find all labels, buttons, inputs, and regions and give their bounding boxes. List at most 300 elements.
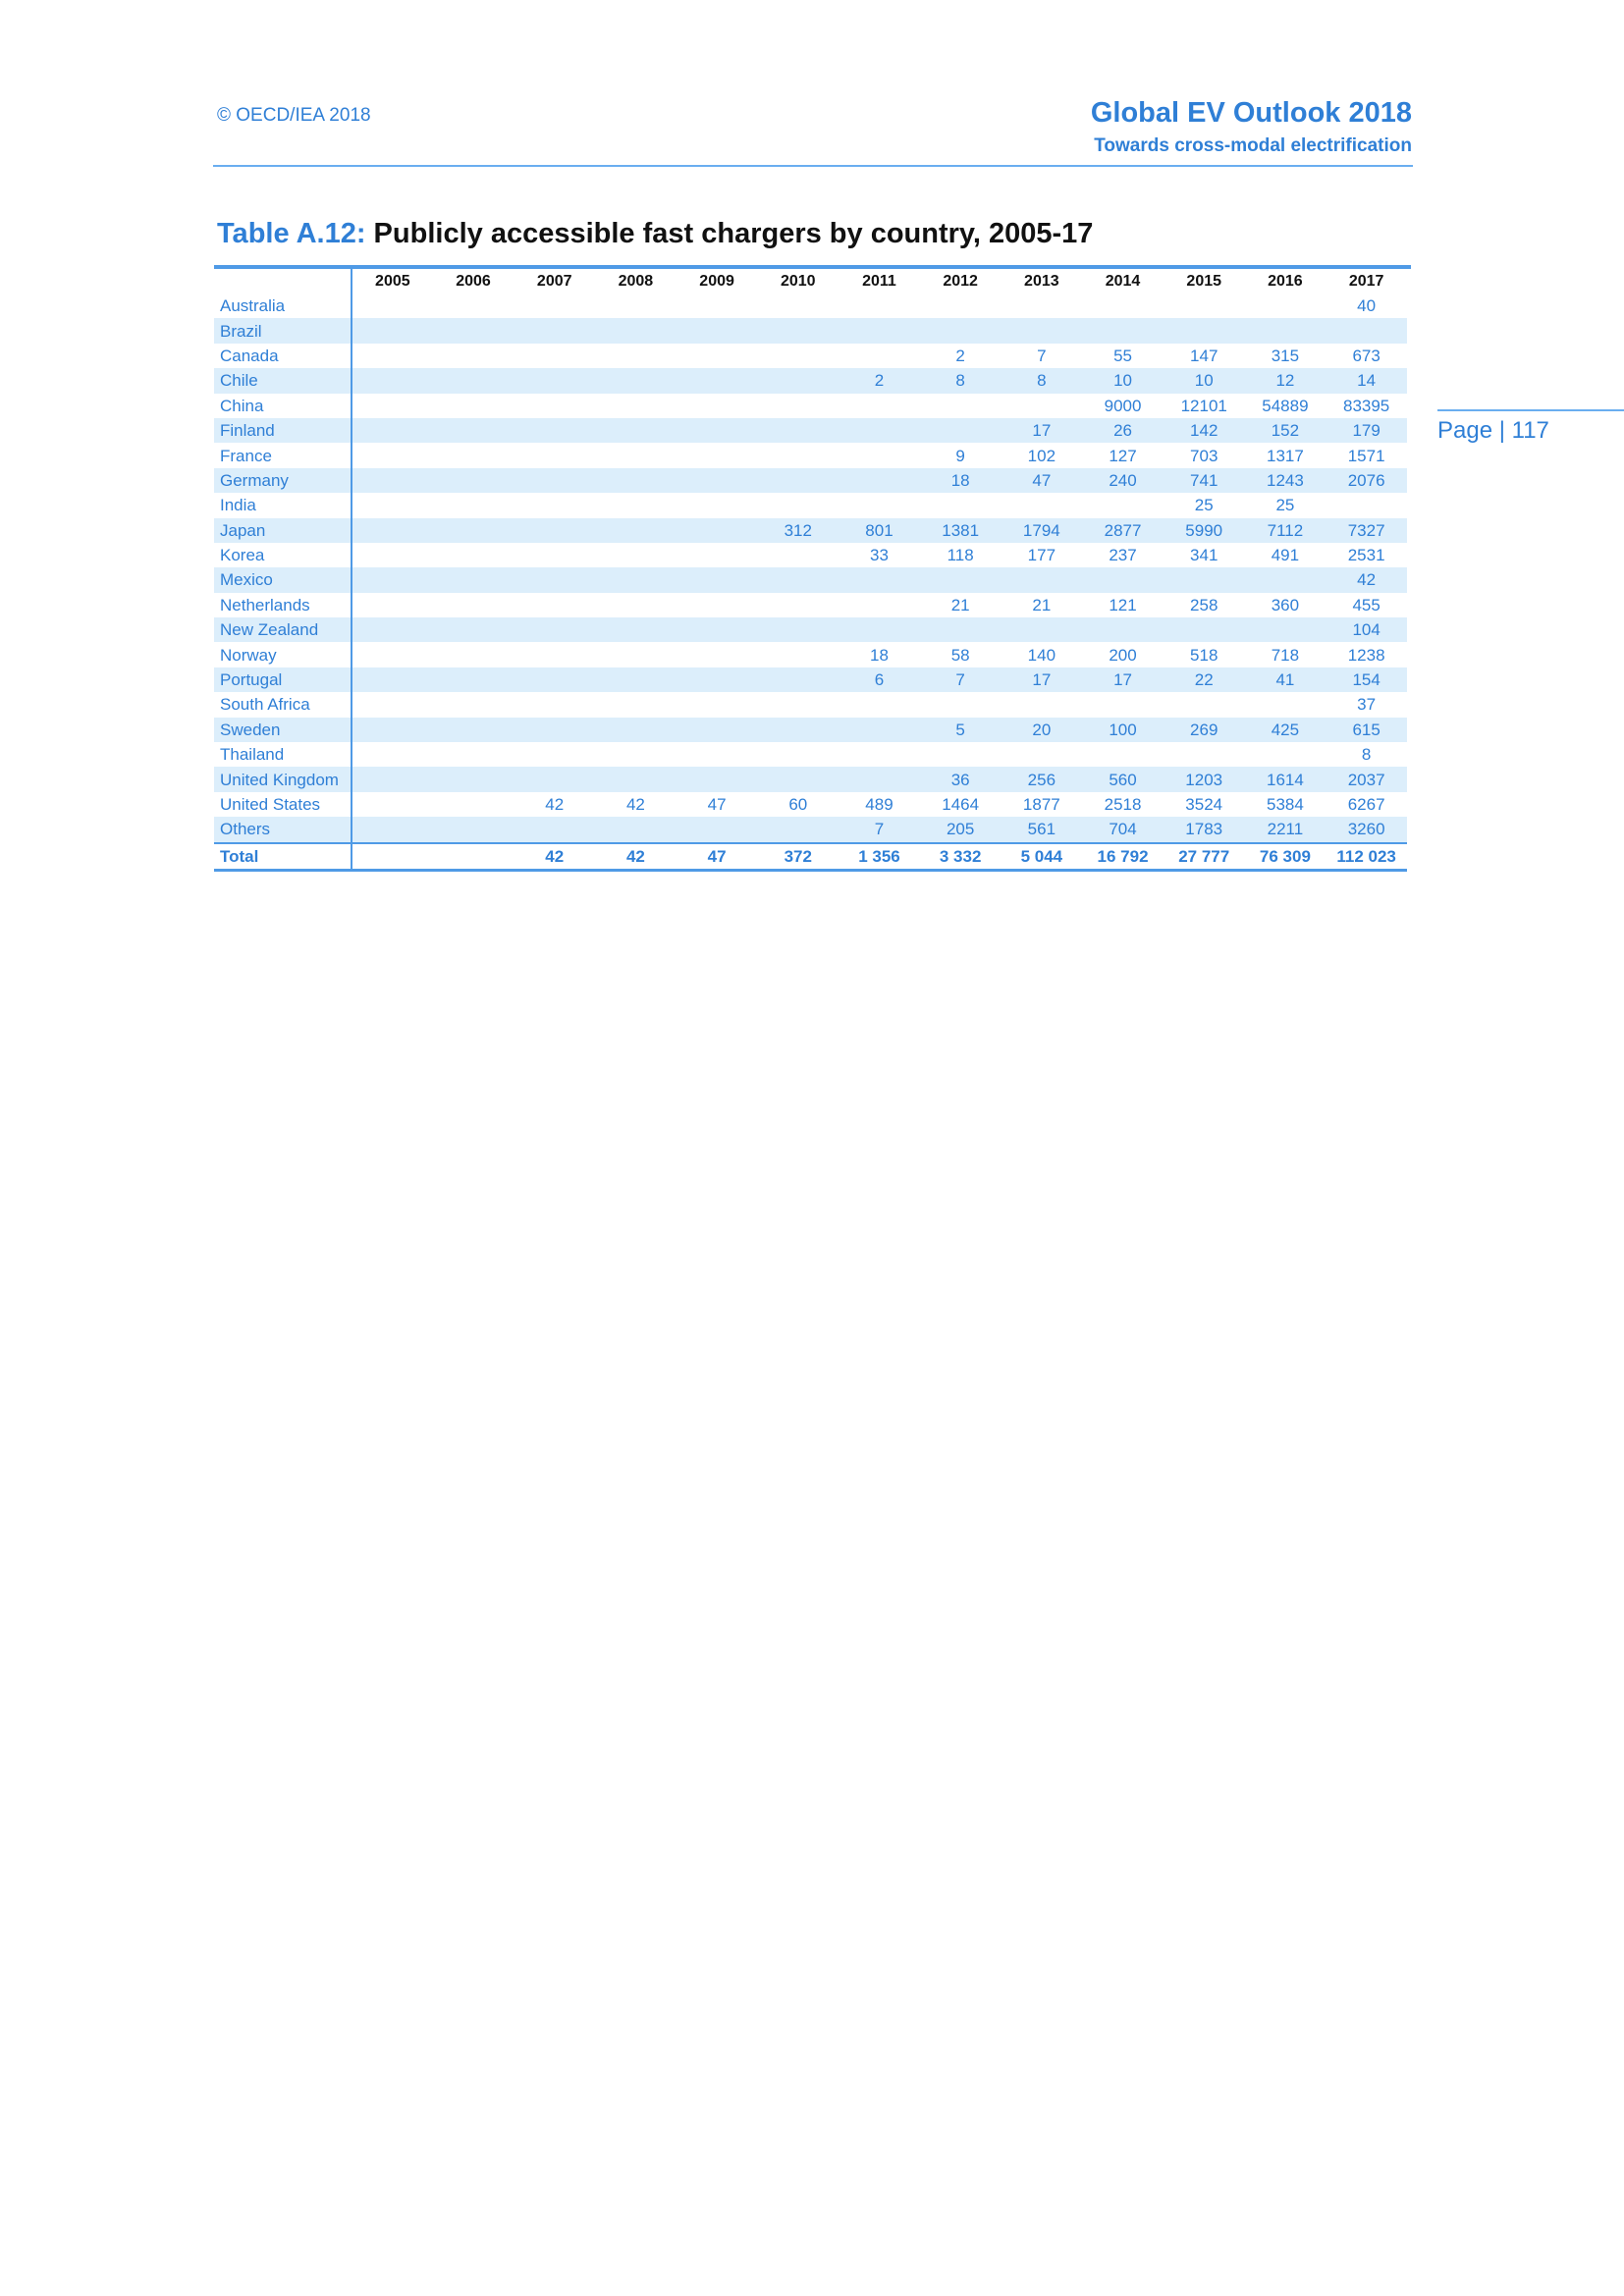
charger-count-cell (595, 667, 677, 692)
charger-count-cell (839, 344, 920, 368)
charger-count-cell (677, 394, 758, 418)
total-value-cell (352, 843, 433, 871)
charger-count-cell (677, 493, 758, 517)
charger-count-cell (839, 617, 920, 642)
table-row (214, 493, 1407, 517)
charger-count-cell (514, 742, 595, 767)
charger-count-cell (1164, 318, 1245, 343)
total-value-cell: 372 (757, 843, 839, 871)
charger-count-cell (595, 617, 677, 642)
charger-count-cell (514, 294, 595, 318)
page-number-divider (1437, 409, 1624, 411)
charger-count-cell: 1464 (942, 795, 980, 814)
charger-count-cell (677, 667, 758, 692)
charger-count-cell (433, 394, 514, 418)
charger-count-cell: 54889 (1262, 396, 1309, 415)
copyright-notice: © OECD/IEA 2018 (217, 105, 371, 126)
charger-count-cell (514, 667, 595, 692)
charger-count-cell: 2076 (1326, 468, 1407, 493)
charger-count-cell (1164, 692, 1245, 717)
charger-count-cell (1001, 493, 1083, 517)
charger-count-cell (595, 418, 677, 443)
charger-count-cell: 9 (955, 446, 965, 465)
charger-count-cell (433, 692, 514, 717)
year-header: 2010 (780, 273, 816, 290)
charger-count-cell (433, 567, 514, 592)
charger-count-cell: 518 (1190, 645, 1218, 665)
charger-count-cell (839, 742, 920, 767)
charger-count-cell (595, 518, 677, 543)
charger-count-cell: 36 (920, 767, 1001, 791)
table-row (214, 667, 1407, 692)
charger-count-cell (757, 718, 839, 742)
charger-count-cell (1082, 318, 1164, 343)
charger-count-cell (433, 318, 514, 343)
charger-count-cell (433, 742, 514, 767)
charger-count-cell: 2531 (1347, 546, 1385, 565)
charger-count-cell (352, 468, 433, 493)
charger-count-cell (433, 344, 514, 368)
charger-count-cell (1082, 742, 1164, 767)
charger-count-cell (1001, 394, 1083, 418)
charger-count-cell (1164, 567, 1245, 592)
charger-count-cell (433, 667, 514, 692)
charger-count-cell: 22 (1164, 667, 1245, 692)
table-row (214, 593, 1407, 617)
charger-count-cell (677, 318, 758, 343)
charger-count-cell: 33 (870, 546, 889, 565)
charger-count-cell (839, 294, 920, 318)
charger-count-cell (1001, 294, 1083, 318)
charger-count-cell (352, 667, 433, 692)
country-name: Mexico (214, 567, 352, 592)
charger-count-cell (352, 443, 433, 467)
country-name: Netherlands (214, 593, 352, 617)
total-value-cell: 42 (595, 843, 677, 871)
charger-count-cell (433, 617, 514, 642)
charger-count-cell: 152 (1245, 418, 1326, 443)
charger-count-cell (352, 817, 433, 842)
charger-count-cell: 42 (625, 795, 645, 814)
country-name: Germany (214, 468, 352, 493)
charger-count-cell (352, 318, 433, 343)
year-header: 2011 (862, 273, 896, 290)
charger-count-cell (1245, 294, 1326, 318)
charger-count-cell: 8 (1001, 368, 1083, 393)
charger-count-cell: 200 (1109, 645, 1137, 665)
charger-count-cell: 8 (920, 368, 1001, 393)
charger-count-cell: 42 (1326, 567, 1407, 592)
year-header: 2008 (618, 273, 654, 290)
charger-count-cell: 83395 (1342, 396, 1390, 415)
charger-count-cell (1164, 742, 1245, 767)
charger-count-cell (352, 344, 433, 368)
charger-count-cell (1245, 318, 1326, 343)
charger-count-cell (757, 692, 839, 717)
total-value-cell: 42 (514, 843, 595, 871)
charger-count-cell: 2877 (1082, 518, 1164, 543)
charger-count-cell (433, 294, 514, 318)
charger-count-cell (352, 692, 433, 717)
charger-count-cell: 5384 (1266, 795, 1304, 814)
charger-count-cell: 12 (1245, 368, 1326, 393)
charger-count-cell (595, 642, 677, 667)
country-name: United Kingdom (214, 767, 352, 791)
charger-count-cell (839, 443, 920, 467)
charger-count-cell: 127 (1109, 446, 1137, 465)
charger-count-cell (595, 817, 677, 842)
charger-count-cell: 47 (707, 795, 727, 814)
charger-count-cell (920, 692, 1001, 717)
table-row (214, 418, 1407, 443)
country-name: Portugal (214, 667, 352, 692)
country-name: China (214, 394, 352, 418)
total-value-cell: 16 792 (1082, 843, 1164, 871)
country-name: Thailand (214, 742, 352, 767)
year-header: 2016 (1268, 273, 1303, 290)
table-row (214, 817, 1407, 842)
charger-count-cell (433, 493, 514, 517)
charger-count-cell (757, 617, 839, 642)
charger-count-cell: 718 (1271, 645, 1300, 665)
charger-count-cell: 17 (1001, 418, 1083, 443)
charger-count-cell: 102 (1027, 446, 1056, 465)
charger-count-cell: 8 (1361, 745, 1372, 765)
charger-count-cell (595, 368, 677, 393)
charger-count-cell: 177 (1027, 546, 1056, 565)
charger-count-cell: 240 (1082, 468, 1164, 493)
charger-count-cell (677, 767, 758, 791)
charger-count-cell: 12101 (1180, 396, 1227, 415)
total-value-cell (433, 843, 514, 871)
charger-count-cell: 2037 (1326, 767, 1407, 791)
charger-count-cell: 1381 (920, 518, 1001, 543)
charger-count-cell (677, 344, 758, 368)
charger-count-cell (757, 817, 839, 842)
charger-count-cell: 269 (1164, 718, 1245, 742)
charger-count-cell: 7 (839, 817, 920, 842)
charger-count-cell: 7 (920, 667, 1001, 692)
charger-count-cell (757, 344, 839, 368)
country-name: Brazil (214, 318, 352, 343)
charger-count-cell (757, 567, 839, 592)
total-value-cell: 5 044 (1001, 843, 1083, 871)
charger-count-cell (514, 344, 595, 368)
charger-count-cell (433, 718, 514, 742)
total-value-cell: 76 309 (1245, 843, 1326, 871)
charger-count-cell: 560 (1082, 767, 1164, 791)
charger-count-cell: 801 (839, 518, 920, 543)
charger-count-cell (1245, 692, 1326, 717)
charger-count-cell (433, 443, 514, 467)
charger-count-cell (757, 742, 839, 767)
charger-count-cell: 2 (955, 346, 965, 365)
charger-count-cell (595, 718, 677, 742)
charger-count-cell (514, 394, 595, 418)
charger-count-cell (352, 518, 433, 543)
charger-count-cell (1001, 318, 1083, 343)
charger-count-cell (839, 468, 920, 493)
charger-count-cell: 104 (1326, 617, 1407, 642)
charger-count-cell (595, 294, 677, 318)
total-value-cell: 112 023 (1326, 843, 1407, 871)
charger-count-cell (514, 443, 595, 467)
charger-count-cell (677, 593, 758, 617)
charger-count-cell (677, 617, 758, 642)
header-corner (214, 269, 352, 294)
charger-count-cell: 118 (947, 546, 974, 565)
charger-count-cell (757, 493, 839, 517)
charger-count-cell: 1877 (1022, 795, 1060, 814)
charger-count-cell: 142 (1164, 418, 1245, 443)
country-name: Chile (214, 368, 352, 393)
charger-count-cell (1001, 692, 1083, 717)
charger-count-cell (514, 368, 595, 393)
charger-count-cell (839, 593, 920, 617)
charger-count-cell (677, 692, 758, 717)
charger-count-cell (1082, 493, 1164, 517)
charger-count-cell: 5 (920, 718, 1001, 742)
charger-count-cell (920, 742, 1001, 767)
table-row (214, 642, 1407, 667)
charger-count-cell: 673 (1352, 346, 1380, 365)
table-row (214, 368, 1407, 393)
charger-count-cell: 1243 (1245, 468, 1326, 493)
country-name: Korea (214, 543, 352, 567)
charger-count-cell (433, 817, 514, 842)
charger-count-cell (757, 667, 839, 692)
charger-count-cell (677, 742, 758, 767)
total-value-cell: 47 (677, 843, 758, 871)
charger-count-cell: 7 (1037, 346, 1047, 365)
charger-count-cell (1082, 617, 1164, 642)
charger-count-cell: 6 (839, 667, 920, 692)
charger-count-cell (514, 567, 595, 592)
country-name: Sweden (214, 718, 352, 742)
charger-count-cell: 10 (1082, 368, 1164, 393)
charger-count-cell (1245, 617, 1326, 642)
charger-count-cell (595, 767, 677, 791)
charger-count-cell (677, 718, 758, 742)
charger-count-cell: 37 (1357, 695, 1377, 715)
charger-count-cell (595, 394, 677, 418)
charger-count-cell (677, 368, 758, 393)
charger-count-cell (352, 543, 433, 567)
charger-count-cell: 341 (1190, 546, 1218, 565)
charger-count-cell (839, 692, 920, 717)
table-row (214, 767, 1407, 791)
country-name: South Africa (214, 692, 352, 717)
charger-count-cell (1245, 742, 1326, 767)
table-row (214, 518, 1407, 543)
charger-count-cell (757, 543, 839, 567)
charger-count-cell: 561 (1001, 817, 1083, 842)
year-header: 2009 (699, 273, 734, 290)
charger-count-cell: 18 (870, 645, 889, 665)
table-row (214, 344, 1407, 368)
charger-count-cell (433, 468, 514, 493)
charger-count-cell: 455 (1352, 595, 1380, 614)
charger-count-cell: 312 (757, 518, 839, 543)
charger-count-cell: 1614 (1245, 767, 1326, 791)
total-row (214, 843, 1407, 871)
charger-count-cell: 237 (1109, 546, 1137, 565)
charger-count-cell (1326, 318, 1407, 343)
charger-count-cell (433, 792, 514, 817)
charger-count-cell: 1238 (1347, 645, 1385, 665)
charger-count-cell (514, 468, 595, 493)
charger-count-cell: 55 (1113, 346, 1132, 365)
charger-count-cell: 1203 (1164, 767, 1245, 791)
charger-count-cell: 3260 (1326, 817, 1407, 842)
charger-count-cell: 20 (1001, 718, 1083, 742)
charger-count-cell (595, 567, 677, 592)
charger-count-cell (839, 493, 920, 517)
charger-count-cell (920, 318, 1001, 343)
charger-count-cell (920, 617, 1001, 642)
charger-count-cell (920, 493, 1001, 517)
charger-count-cell (514, 692, 595, 717)
charger-count-cell: 5990 (1164, 518, 1245, 543)
charger-count-cell: 21 (950, 595, 970, 614)
charger-count-cell (757, 642, 839, 667)
table-row (214, 792, 1407, 817)
charger-count-cell (757, 468, 839, 493)
total-value-cell: 3 332 (920, 843, 1001, 871)
country-name: New Zealand (214, 617, 352, 642)
charger-count-cell (839, 718, 920, 742)
charger-count-cell (352, 593, 433, 617)
table-row (214, 567, 1407, 592)
charger-count-cell (757, 767, 839, 791)
table-row (214, 742, 1407, 767)
charger-count-cell (1001, 617, 1083, 642)
charger-count-cell (352, 368, 433, 393)
table-row (214, 543, 1407, 567)
charger-count-cell (839, 318, 920, 343)
charger-count-cell (677, 543, 758, 567)
table-row (214, 394, 1407, 418)
charger-count-cell (839, 418, 920, 443)
country-name: India (214, 493, 352, 517)
charger-count-cell (433, 593, 514, 617)
charger-count-cell (595, 593, 677, 617)
charger-count-cell (595, 443, 677, 467)
charger-count-cell (352, 418, 433, 443)
charger-count-cell: 491 (1271, 546, 1300, 565)
country-name: Finland (214, 418, 352, 443)
country-name: France (214, 443, 352, 467)
charger-count-cell (433, 368, 514, 393)
charger-count-cell (514, 493, 595, 517)
charger-count-cell (595, 468, 677, 493)
charger-count-cell (514, 817, 595, 842)
charger-count-cell (433, 642, 514, 667)
charger-count-cell (514, 593, 595, 617)
charger-count-cell (839, 567, 920, 592)
charger-count-cell (677, 468, 758, 493)
charger-count-cell (352, 294, 433, 318)
charger-count-cell (1326, 493, 1407, 517)
charger-count-cell (352, 567, 433, 592)
charger-count-cell: 121 (1109, 595, 1137, 614)
table-title (217, 218, 1093, 250)
charger-count-cell (514, 318, 595, 343)
charger-count-cell: 2 (839, 368, 920, 393)
charger-count-cell: 489 (865, 795, 893, 814)
charger-count-cell (352, 742, 433, 767)
table-number: Table A.12: (217, 218, 366, 249)
page-number: Page | 117 (1437, 417, 1549, 444)
charger-count-cell (1001, 567, 1083, 592)
charger-count-cell: 60 (788, 795, 808, 814)
charger-count-cell: 47 (1001, 468, 1083, 493)
year-header: 2017 (1348, 273, 1384, 290)
charger-count-cell: 256 (1001, 767, 1083, 791)
table-caption: Publicly accessible fast chargers by country, 2005-17 (365, 218, 1094, 249)
charger-count-cell (514, 718, 595, 742)
charger-count-cell (514, 418, 595, 443)
charger-count-cell: 140 (1027, 645, 1056, 665)
year-header: 2007 (536, 273, 572, 290)
charger-count-cell (1082, 294, 1164, 318)
charger-count-cell: 7112 (1245, 518, 1326, 543)
year-header: 2015 (1186, 273, 1222, 290)
year-header: 2006 (456, 273, 491, 290)
country-name: Norway (214, 642, 352, 667)
charger-count-cell (677, 567, 758, 592)
charger-count-cell: 40 (1357, 296, 1377, 316)
country-name: Australia (214, 294, 352, 318)
charger-count-cell (352, 642, 433, 667)
total-label: Total (214, 843, 352, 871)
year-header: 2014 (1105, 273, 1141, 290)
charger-count-cell (920, 394, 1001, 418)
year-header: 2013 (1024, 273, 1059, 290)
charger-count-cell: 100 (1082, 718, 1164, 742)
charger-count-cell: 58 (950, 645, 970, 665)
report-subtitle: Towards cross-modal electrification (1094, 135, 1412, 156)
charger-count-cell: 2518 (1104, 795, 1142, 814)
charger-count-cell (595, 692, 677, 717)
country-name: United States (214, 792, 352, 817)
charger-count-cell: 3524 (1185, 795, 1223, 814)
charger-count-cell: 1783 (1164, 817, 1245, 842)
charger-count-cell (757, 294, 839, 318)
table-row (214, 294, 1407, 318)
charger-count-cell: 1794 (1001, 518, 1083, 543)
charger-count-cell (1164, 294, 1245, 318)
table-row (214, 468, 1407, 493)
charger-count-cell (352, 493, 433, 517)
table-row (214, 318, 1407, 343)
table-row (214, 617, 1407, 642)
charger-count-cell (757, 418, 839, 443)
charger-count-cell (839, 767, 920, 791)
charger-count-cell: 703 (1190, 446, 1218, 465)
charger-count-cell (677, 443, 758, 467)
charger-count-cell (677, 294, 758, 318)
charger-count-cell (514, 518, 595, 543)
charger-count-cell (920, 294, 1001, 318)
charger-count-cell (1082, 567, 1164, 592)
charger-count-cell: 14 (1326, 368, 1407, 393)
charger-count-cell: 258 (1190, 595, 1218, 614)
charger-count-cell (920, 418, 1001, 443)
charger-count-cell (757, 593, 839, 617)
charger-count-cell: 360 (1271, 595, 1300, 614)
charger-count-cell: 147 (1190, 346, 1218, 365)
